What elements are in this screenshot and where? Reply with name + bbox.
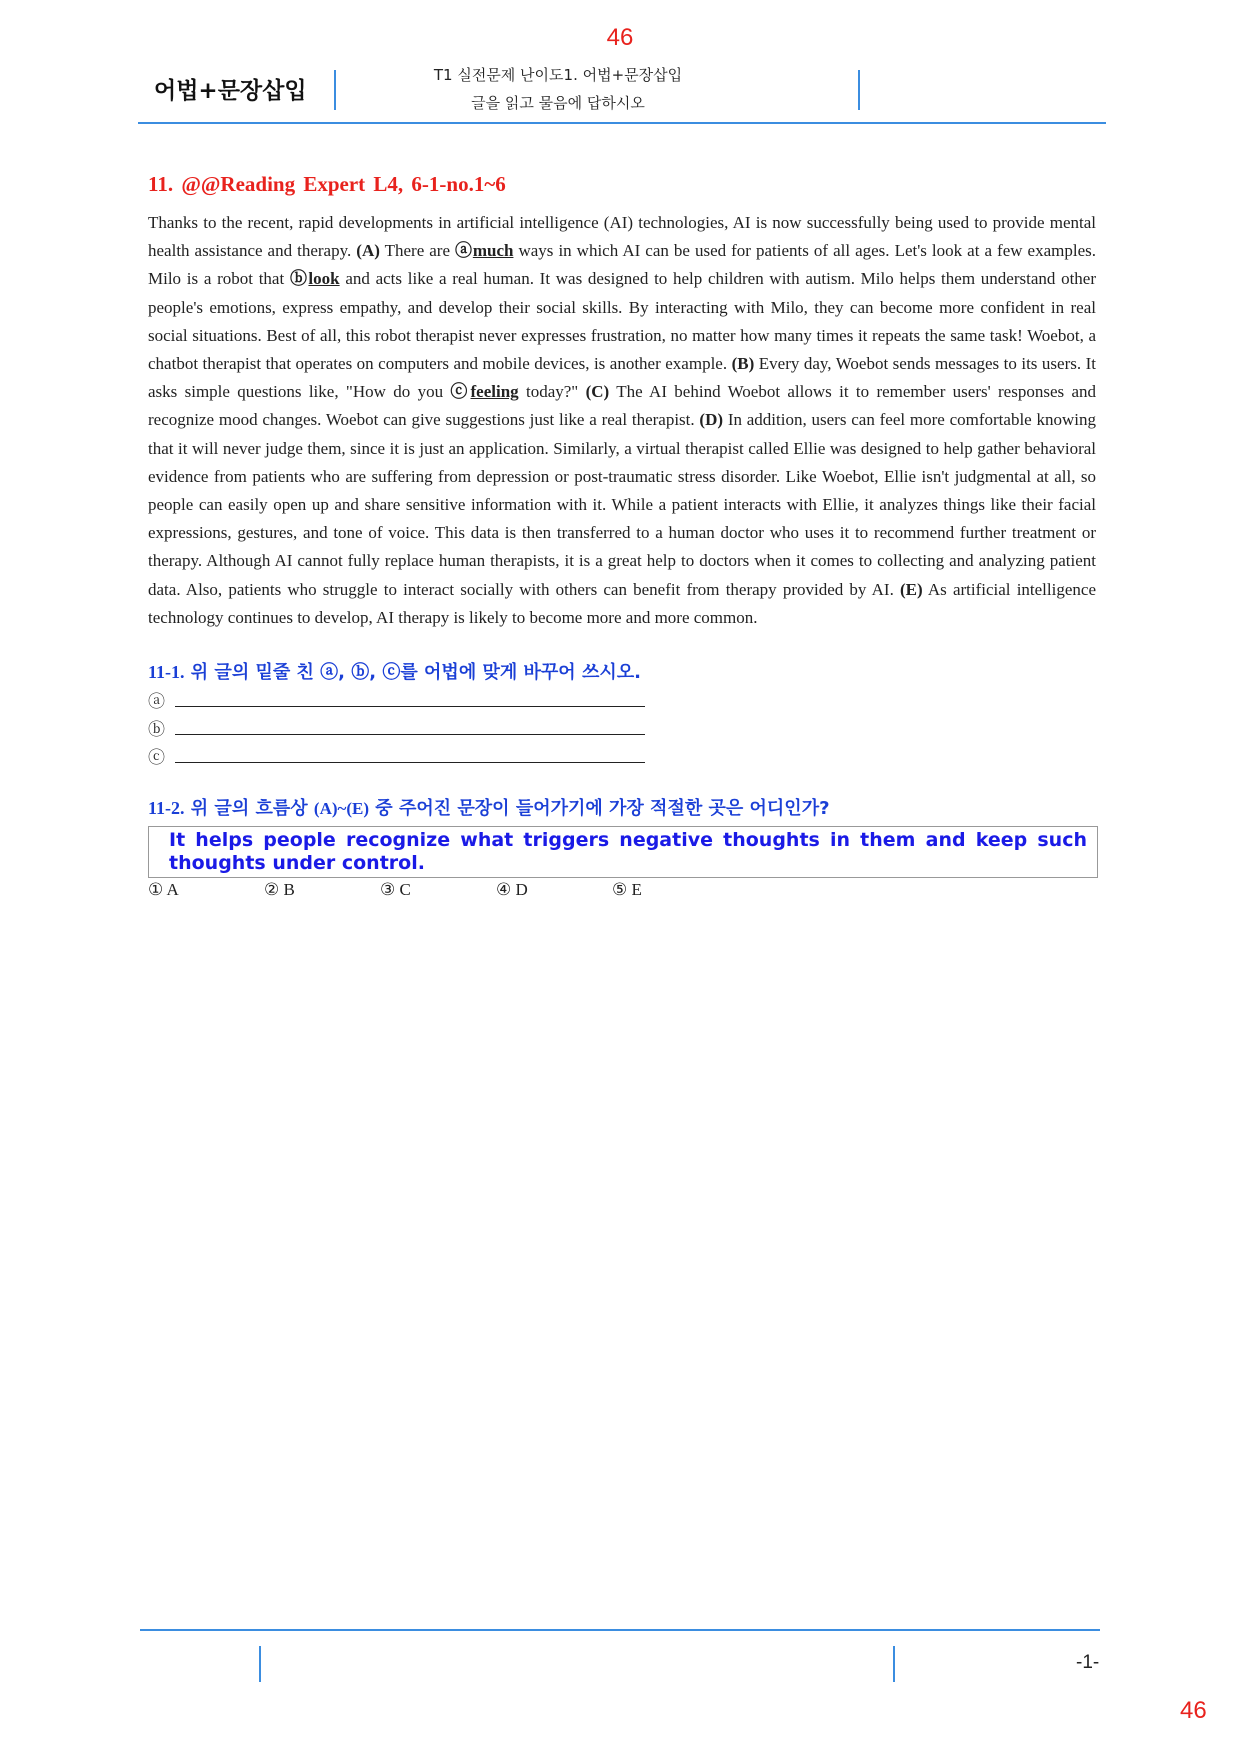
footer-divider-right	[893, 1646, 895, 1682]
option-4[interactable]: ④ D	[496, 880, 528, 900]
underlined-word-c: feeling	[470, 382, 519, 402]
footer-page-label: -1-	[1076, 1652, 1100, 1673]
marker-a: (A)	[356, 241, 380, 261]
circle-a: ⓐ	[455, 241, 473, 261]
page-number-top: 46	[606, 24, 634, 51]
subquestion-1-prompt: 11-1. 위 글의 밑줄 친 ⓐ, ⓑ, ⓒ를 어법에 맞게 바꾸어 쓰시오.	[148, 662, 641, 684]
header-rule	[138, 122, 1106, 124]
question-content	[148, 172, 1096, 900]
option-3[interactable]: ③ C	[380, 880, 411, 900]
page-number-bottom: 46	[1180, 1697, 1207, 1724]
header-subtitle-line1: T1 실전문제 난이도1. 어법+문장삽입	[433, 66, 683, 84]
circle-b: ⓑ	[289, 269, 309, 289]
answer-blank-b[interactable]: ⓑ	[148, 716, 1096, 744]
answer-options	[148, 880, 1096, 900]
circle-c: ⓒ	[450, 382, 471, 402]
marker-d: (D)	[699, 410, 724, 430]
underlined-word-a: much	[472, 241, 514, 261]
marker-e: (E)	[900, 579, 923, 599]
option-1[interactable]: ① A	[148, 880, 179, 900]
option-5[interactable]: ⑤ E	[612, 880, 642, 900]
footer-rule	[140, 1629, 1100, 1631]
option-2[interactable]: ② B	[264, 880, 295, 900]
question-title: 11. @@Reading Expert L4, 6-1-no.1~6	[148, 172, 506, 196]
passage-text: Thanks to the recent, rapid developments in artificial intelligence (AI) technologies, AI is now successfully being used to provide mental health assistance and therapy. (A) There are ⓐmuch ways in which AI can be used for patients of all ages. Let's look at a few examples. Milo is a robot that ⓑlook and acts like a real human. It was designed to help children with autism. Milo helps them understand other people's emotions, express empathy, and develop their social skills. By interacting with Milo, they can become more confident in real social situations. Best of all, this robot therapist never expresses frustration, no matter how many times it repeats the same task! Woebot, a chatbot therapist that operates on computers and mobile devices, is another example. (B) Every day, Woebot sends messages to its users. It asks simple questions like, "How do you ⓒfeeling today?" (C) The AI behind Woebot allows it to remember users' responses and recognize mood changes. Woebot can give suggestions just like a real therapist. (D) In addition, users can feel more comfortable knowing that it will never judge them, since it is just an application. Similarly, a virtual therapist called Ellie was designed to help gather behavioral evidence from patients who are suffering from depression or post-traumatic stress disorder. Like Woebot, Ellie isn't judgmental at all, so people can easily open up and share sensitive information with it. While a patient interacts with Ellie, it analyzes things like their facial expressions, gestures, and tone of voice. This data is then transferred to a human doctor who uses it to recommend further treatment or therapy. Although AI cannot fully replace human therapists, it is a great help to doctors when it comes to collecting and analyzing patient data. Also, patients who struggle to interact socially with others can benefit from therapy provided by AI. (E) As artificial intelligence technology continues to develop, AI therapy is likely to become more and more common.	[148, 213, 1097, 627]
answer-blank-a[interactable]: ⓐ	[148, 688, 1096, 716]
subquestion-2-prompt: 11-2. 위 글의 흐름상 (A)~(E) 중 주어진 문장이 들어가기에 가장 적절한 곳은 어디인가?	[148, 798, 830, 820]
answer-blank-c[interactable]: ⓒ	[148, 744, 1096, 772]
marker-b: (B)	[731, 354, 755, 374]
footer-divider-left	[259, 1646, 261, 1682]
page-header	[138, 62, 1106, 124]
header-subtitle-line2: 글을 읽고 물음에 답하시오	[471, 94, 645, 112]
header-title: 어법+문장삽입	[154, 78, 307, 104]
header-divider-right	[858, 70, 860, 110]
header-divider-left	[334, 70, 336, 110]
underlined-word-b: look	[308, 269, 340, 289]
marker-c: (C)	[585, 382, 610, 402]
given-sentence-box: It helps people recognize what triggers negative thoughts in them and keep such thoughts under control.	[148, 826, 1098, 878]
